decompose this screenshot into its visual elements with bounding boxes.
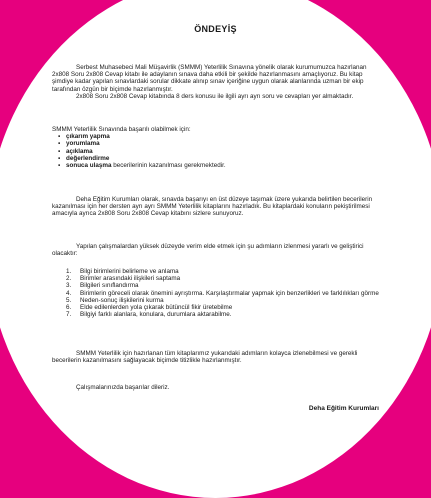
paragraph-1: Serbest Muhasebeci Mali Müşavirlik (SMMM) Yeterlilik Sınavına yönelik olarak kurumumuzca hazırlanan 2x808 Soru 2x808 Cevap kitabı ile adaylanın sınava daha etkili bir şekilde hazırlanmasını amaçlıyoruz. Bu kitap şimdiye kadar yapılan sınavlardaki sorular dikkate alınıp sınav içeriğine uygun olarak alanlarında uzman bir ekip tarafından özgün bir biçimde hazırlanmıştır.	[52, 64, 367, 93]
list-item: 4. Birimlerin göreceli olarak önemini ayrıştırma. Karşılaştırmalar yapmak için benzerlikleri ve farklılıkları görme	[66, 289, 379, 297]
page-title: ÖNDEYİŞ	[194, 24, 237, 34]
steps-section	[52, 268, 382, 318]
skills-section	[52, 126, 382, 169]
paragraph-7-block	[52, 384, 382, 391]
paragraph-5: Yapılan çalışmalardan yüksek düzeyde verim elde etmek için şu adımların izlenmesi yararlı ve geliştirici olacaktır:	[52, 243, 364, 258]
list-item: ▪ değerlendirme	[52, 155, 382, 162]
list-item: ▪ açıklama	[52, 148, 382, 155]
paragraph-4: Deha Eğitim Kurumları olarak, sınavda başarıyı en üst düzeye taşımak üzere yukarıda belirtilen becerilerin kazanılması için her dersten ayrı ayrı SMMM Yeterlilik kitaplarını hazırladık. Bu kitaplardaki konuların pekiştirilmesi amacıyla ayrıca 2x808 Soru 2x808 Cevap kitabını sizlere sunuyoruz.	[52, 196, 373, 218]
paragraph-6-block	[52, 350, 382, 364]
list-item: 2. Birimler arasındaki ilişkileri saptama	[66, 275, 181, 283]
paragraph-intro	[52, 64, 382, 100]
steps-list	[52, 268, 382, 318]
list-item: 1. Bilgi birimlerini belirleme ve anlama	[66, 268, 179, 275]
paragraph-4-block	[52, 196, 382, 218]
signature: Deha Eğitim Kurumları	[308, 405, 379, 412]
list-item: 7. Bilgiyi farklı alanlara, konulara, durumlara aktarabilme.	[66, 311, 232, 319]
paragraph-3: SMMM Yeterlilik Sınavında başarılı olabilmek için:	[52, 126, 191, 133]
list-item: 6. Elde edilenlerden yola çıkarak bütüncül fikir üretebilme	[66, 304, 233, 312]
list-item: 3. Bilgileri sınıflandırma	[66, 282, 139, 290]
paragraph-6: SMMM Yeterlilik için hazırlanan tüm kitaplarımız yukarıdaki adımların kolayca izlenebilmesi ve gerekli becerilerin kazanılmasını sağlayacak biçimde titizlikle hazırlanmıştır.	[52, 350, 358, 365]
paragraph-2: 2x808 Soru 2x808 Cevap kitabında 8 ders konusu ile ilgili ayrı ayrı soru ve cevapları yer almaktadır.	[76, 92, 354, 100]
list-item: ▪ yorumlama	[52, 140, 382, 147]
skills-list	[52, 133, 382, 169]
list-item: ▪ sonuca ulaşma becerilerinin kazanılması gerekmektedir.	[52, 162, 382, 169]
paragraph-7: Çalışmalarınızda başarılar dileriz.	[76, 384, 170, 391]
paragraph-5-block	[52, 243, 382, 257]
list-item: ▪ çıkarım yapma	[52, 133, 382, 140]
list-item: 5. Neden-sonuç ilişkilerini kurma	[66, 296, 164, 304]
